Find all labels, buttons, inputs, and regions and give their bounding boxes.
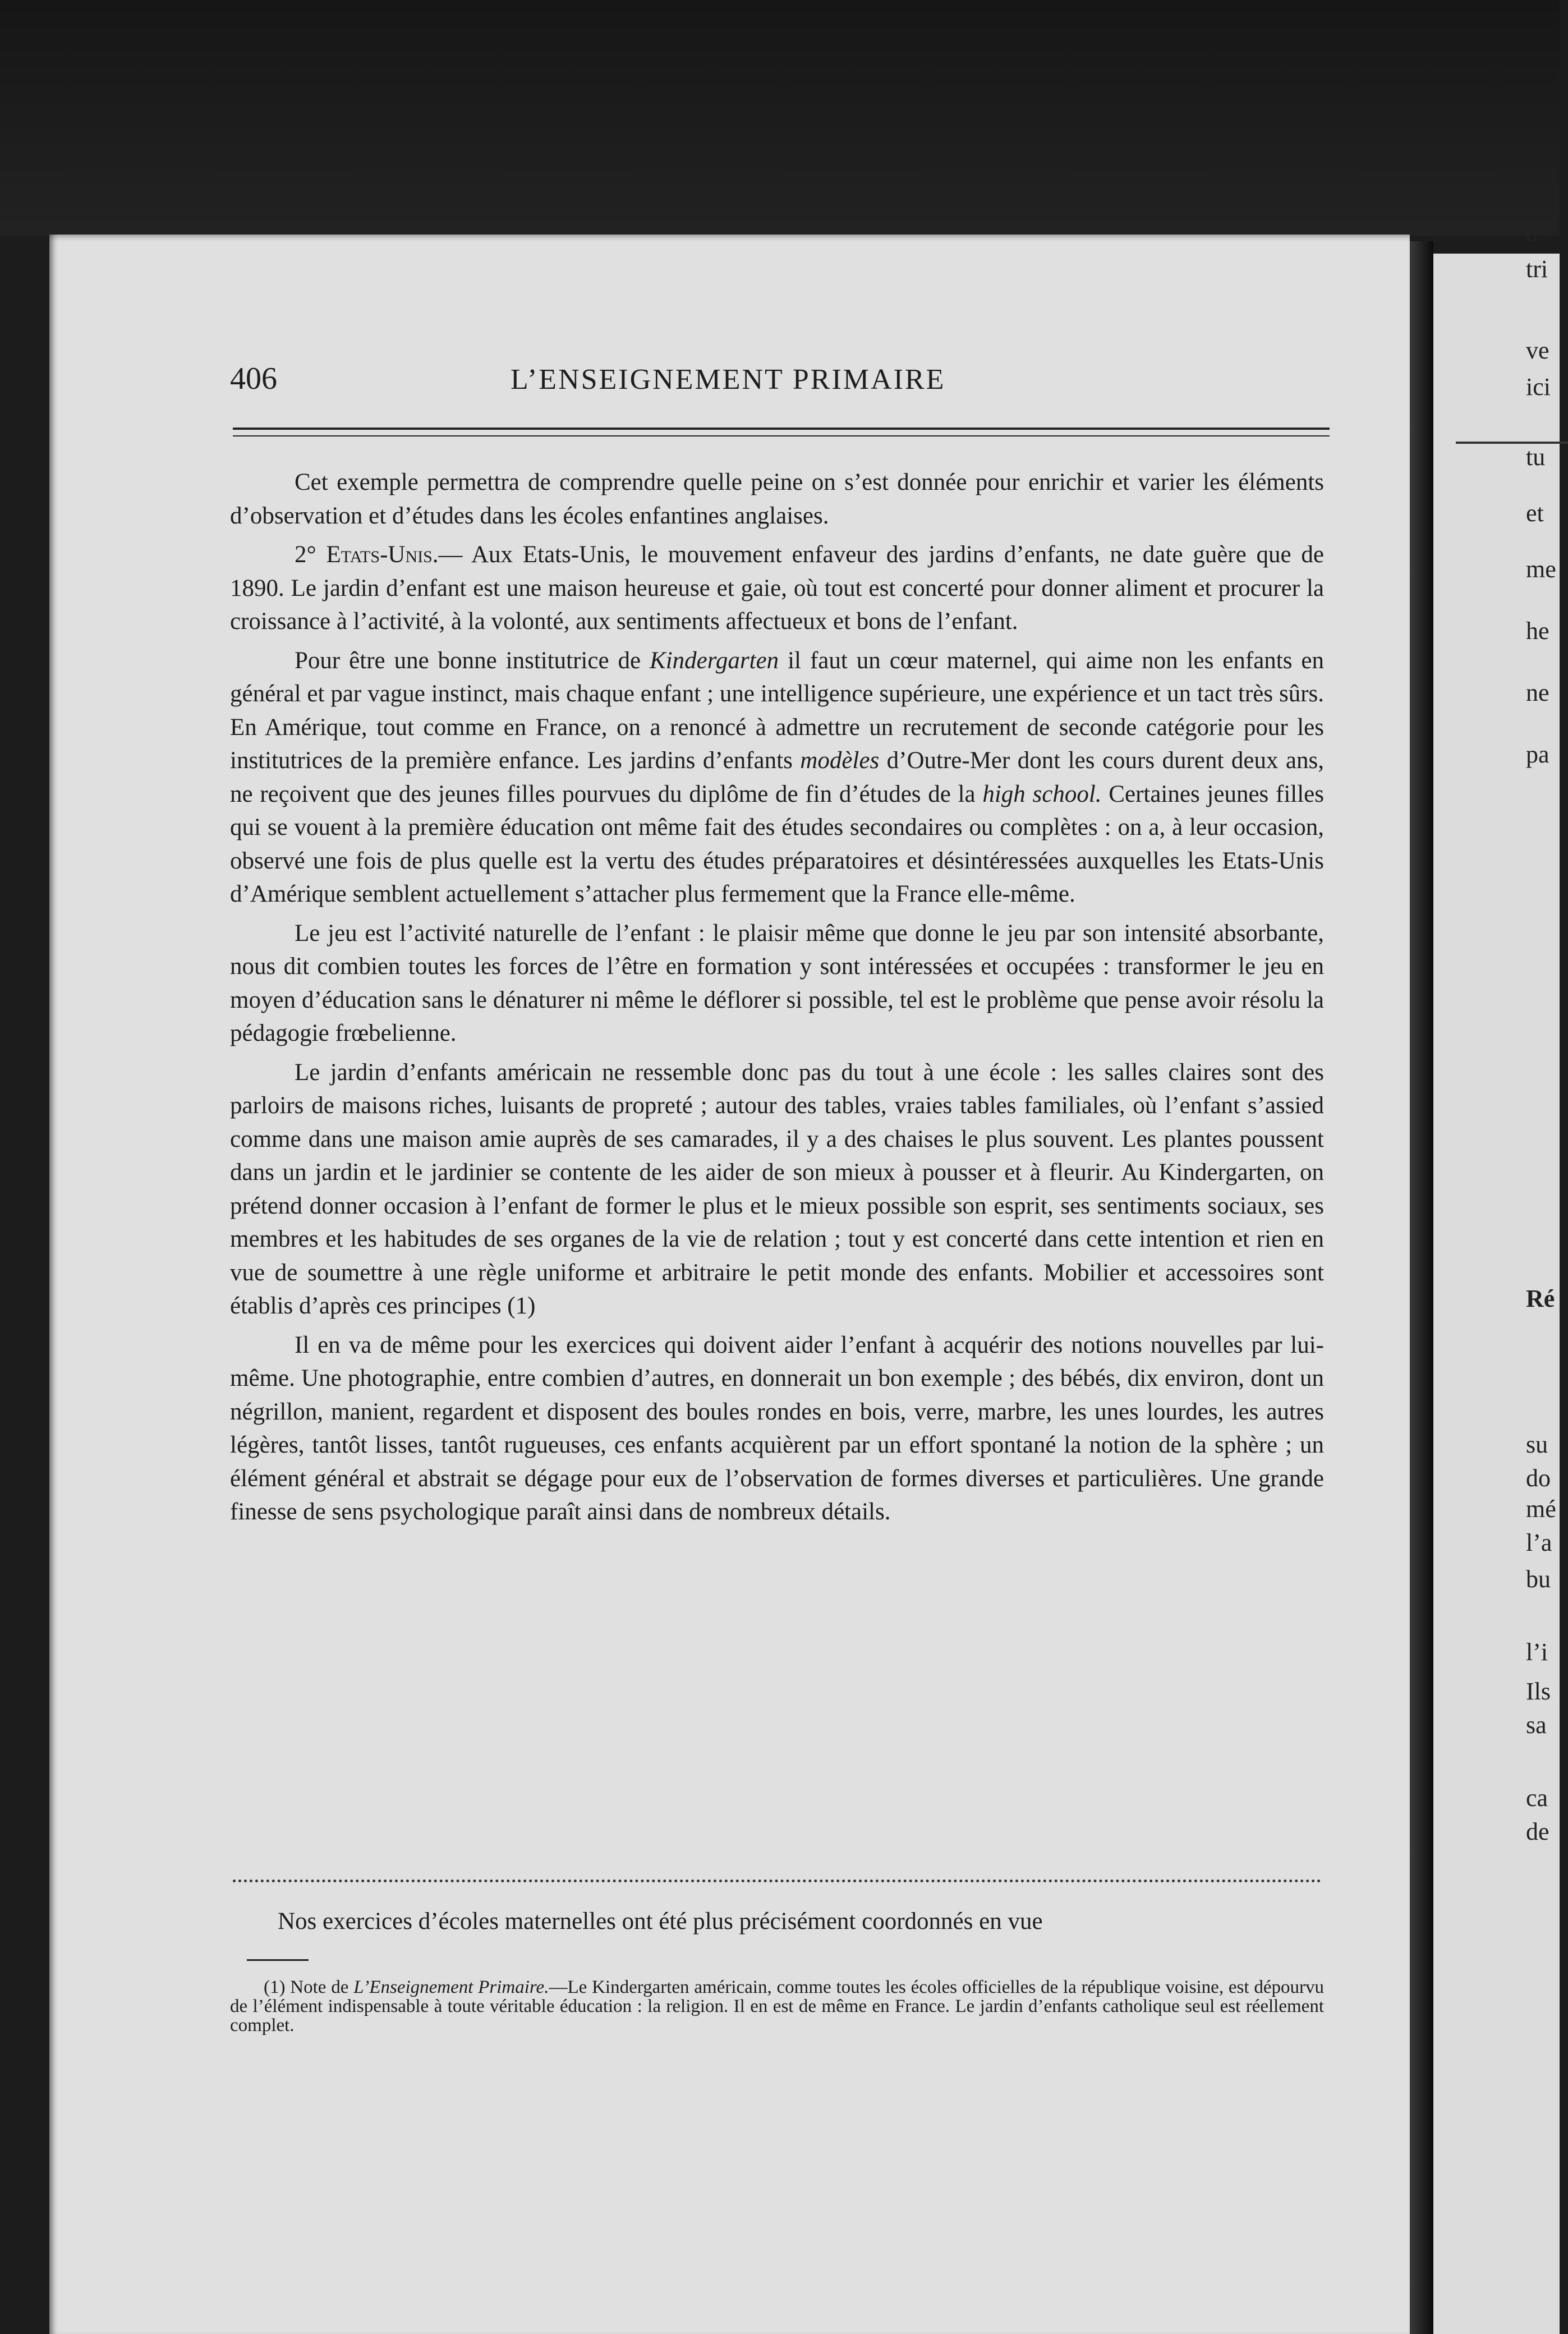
facing-header-rule (1456, 442, 1568, 444)
footnote-text: —Le Kindergarten américain, comme toutes les écoles officielles de la république voisine, est dépourvu de l’élément indispensable à toute véritable éducation : la religion. Il en est de même en France. Le jardin d’enfants catholique seul est réellement complet. (230, 1977, 1324, 2036)
paragraph-continuation: Nos exercices d’écoles maternelles ont été plus précisément coordonnés en vue (278, 1908, 1043, 1935)
facing-fragment: pa (1526, 741, 1549, 768)
facing-fragment: et (1526, 499, 1544, 527)
paragraph-intro: Cet exemple permettra de comprendre quelle peine on s’est donnée pour enrichir et varier les éléments d’observation et d’études dans les écoles enfantines anglaises. (230, 469, 1324, 529)
footnote-rule (247, 1959, 309, 1961)
book-gutter (1410, 241, 1433, 2334)
paragraph-jeu: Le jeu est l’activité naturelle de l’enfant : le plaisir même que donne le jeu par son intensité absorbante, nous dit combien toutes les forces de l’être en formation y sont intéressées et occupées : transformer le jeu en moyen d’éducation sans le dénaturer ni même le déflorer si possible, tel est le problème que pense avoir résolu la pédagogie frœbelienne. (230, 920, 1324, 1046)
facing-fragment: ca (1526, 1784, 1548, 1812)
header-rule (233, 428, 1330, 437)
running-head (230, 359, 1330, 404)
paragraph-institutrice (230, 644, 1324, 911)
facing-fragment: tri (1526, 255, 1548, 283)
italic-term: Kindergarten (650, 647, 779, 674)
facing-fragment: sa (1526, 1711, 1547, 1739)
footnote (230, 1978, 1324, 2035)
text-run: d’Outre-Mer dont les cours durent deux ans, ne reçoivent que des jeunes filles pourvues du diplôme de fin d’études de la (230, 747, 1324, 807)
facing-fragment: bu (1526, 1565, 1551, 1593)
facing-fragment: tu (1526, 443, 1546, 471)
ellipsis-divider (233, 1880, 1321, 1882)
paragraph-etats-unis (230, 538, 1324, 638)
facing-fragment: ve (1526, 337, 1549, 364)
page-number: 406 (230, 361, 277, 396)
facing-fragment: de (1526, 1818, 1549, 1845)
text-run: Certaines jeunes filles qui se vouent à la première éducation ont même fait des études secondaires ou complètes : on a, à leur occasion, observé une fois de plus quelle est la vertu des études préparatoires et désintéressées auxquelles les Etats-Unis d’Amérique semblent actuellement s’attacher plus fermement que la France elle-même. (230, 780, 1324, 907)
facing-fragment: l’i (1526, 1638, 1548, 1666)
facing-fragment: do (1526, 1464, 1551, 1492)
facing-page (1433, 219, 1560, 2334)
footnote-marker: (1) Note de (264, 1977, 354, 1997)
section-heading: Etats-Unis.— (326, 541, 463, 568)
facing-fragment: ne (1526, 679, 1549, 706)
body-text (230, 466, 1324, 1529)
italic-term: modèles (800, 747, 880, 774)
facing-fragment: d’ (1526, 219, 1547, 246)
section-number: 2° (295, 541, 316, 568)
text-run: Pour être une bonne institutrice de (295, 647, 650, 674)
facing-fragment: ici (1526, 373, 1551, 401)
facing-fragment: l’a (1526, 1529, 1552, 1556)
facing-fragment: me (1526, 555, 1556, 583)
facing-fragment: mé (1526, 1495, 1556, 1523)
page-title: L’ENSEIGNEMENT PRIMAIRE (511, 364, 946, 396)
facing-fragment: Ils (1526, 1678, 1551, 1705)
paragraph-exercices: Il en va de même pour les exercices qui doivent aider l’enfant à acquérir des notions nouvelles par lui-même. Une photographie, entre combien d’autres, en donnerait un bon exemple ; des bébés, dix environ, dont un négrillon, manient, regardent et disposent des boules rondes en bois, verre, marbre, les unes lourdes, les autres légères, tantôt lisses, tantôt rugueuses, ces enfants acquièrent par un effort spontané la notion de la sphère ; un élément général et abstrait se dégage pour eux de l’observation de formes diverses et particulières. Une grande finesse de sens psychologique paraît ainsi dans de nombreux détails. (230, 1331, 1324, 1525)
facing-fragment: su (1526, 1431, 1548, 1458)
footnote-source: L’Enseignement Primaire. (353, 1977, 549, 1997)
paragraph-jardin-americain: Le jardin d’enfants américain ne ressemble donc pas du tout à une école : les salles claires sont des parloirs de maisons riches, luisants de propreté ; autour des tables, vraies tables familiales, où l’enfant s’assied comme dans une maison amie auprès de ses camarades, il y a des chaises le plus souvent. Les plantes poussent dans un jardin et le jardinier se contente de les aider de son mieux à pousser et à fleurir. Au Kindergarten, on prétend donner occasion à l’enfant de former le plus et le mieux possible son esprit, ses sentiments sociaux, ses membres et les habitudes de ses organes de la vie de relation ; tout y est concerté dans cette intention et rien en vue de soumettre à une règle uniforme et arbitraire le petit monde des enfants. Mobilier et accessoires sont établis d’après ces principes (1) (230, 1059, 1324, 1319)
facing-fragment: he (1526, 617, 1549, 645)
paragraph-etats-unis-text: Aux Etats-Unis, le mouvement enfaveur des jardins d’enfants, ne date guère que de 1890. Le jardin d’enfant est une maison heureuse et gaie, où tout est concerté pour donner aliment et procurer la croissance à l’activité, à la volonté, aux sentiments affectueux et bons de l’enfant. (230, 541, 1325, 635)
facing-fragment: Ré (1526, 1285, 1555, 1312)
text-run: il faut un cœur maternel, qui aime non les enfants en général et par vague instinct, mais chaque enfant ; une intelligence supérieure, une expérience et un tact très sûrs. En Amérique, tout comme en France, on a renoncé à admettre un recrutement de seconde catégorie pour les institutrices de la première enfance. Les jardins d’enfants (230, 647, 1324, 774)
scan-background (0, 0, 1560, 236)
italic-term: high school. (982, 780, 1102, 807)
